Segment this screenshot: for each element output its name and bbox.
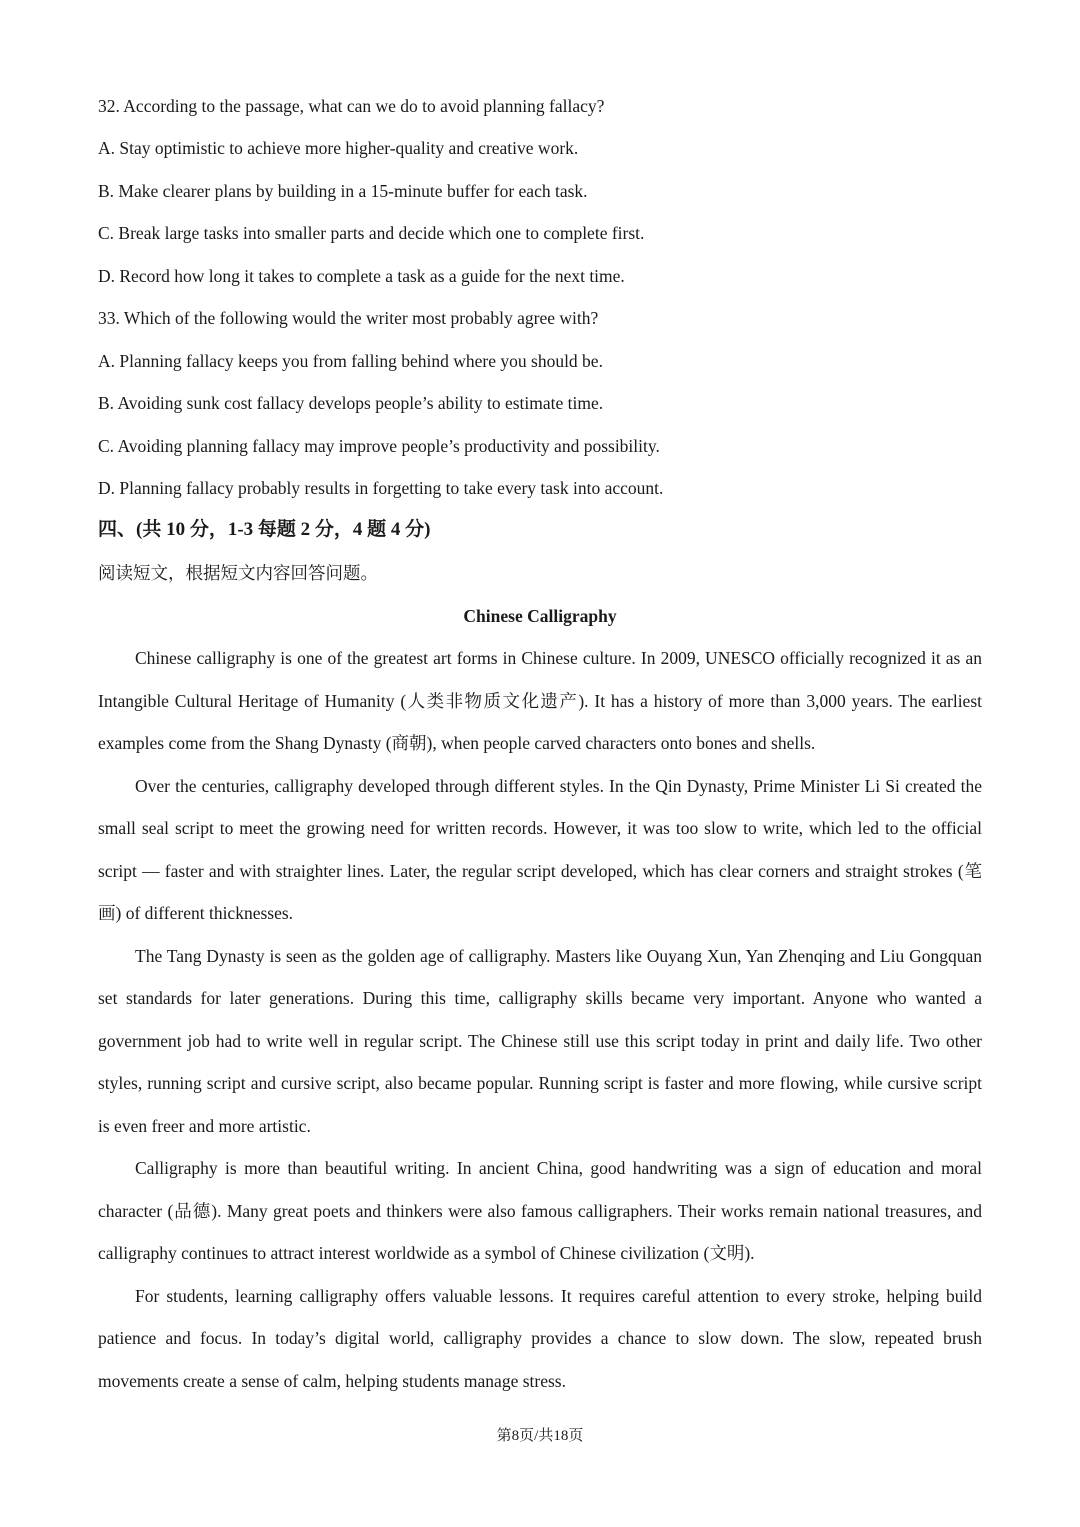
question-33-stem: 33. Which of the following would the writer most probably agree with?	[98, 308, 599, 328]
question-32-option-c: C. Break large tasks into smaller parts and decide which one to complete first.	[98, 223, 645, 243]
section-heading: 四、(共 10 分，1-3 每题 2 分，4 题 4 分)	[98, 519, 431, 540]
page-number: 第8页/共18页	[496, 1428, 584, 1444]
passage-title: Chinese Calligraphy	[463, 606, 617, 626]
passage-paragraph: Over the centuries, calligraphy developed through different styles. In the Qin Dynasty, Prime Minister Li Si created the small seal script to meet the growing need for written records. However, it was too slow to write, which led to the official script — faster and with straighter lines. Later, the regular script developed, which has clear corners and straight strokes (笔画) of different thicknesses.	[98, 775, 982, 923]
question-32-stem: 32. According to the passage, what can we do to avoid planning fallacy?	[98, 96, 605, 116]
question-33-option-b: B. Avoiding sunk cost fallacy develops people’s ability to estimate time.	[98, 393, 604, 413]
question-32-option-d: D. Record how long it takes to complete a task as a guide for the next time.	[98, 266, 625, 286]
section-instruction: 阅读短文，根据短文内容回答问题。	[98, 563, 378, 583]
question-33-option-c: C. Avoiding planning fallacy may improve people’s productivity and possibility.	[98, 436, 660, 456]
question-32-option-b: B. Make clearer plans by building in a 15-minute buffer for each task.	[98, 181, 588, 201]
question-33-option-d: D. Planning fallacy probably results in forgetting to take every task into account.	[98, 478, 664, 498]
question-32-option-a: A. Stay optimistic to achieve more higher-quality and creative work.	[98, 138, 579, 158]
passage-paragraph: Chinese calligraphy is one of the greatest art forms in Chinese culture. In 2009, UNESCO officially recognized it as an Intangible Cultural Heritage of Humanity (人类非物质文化遗产). It has a history of more than 3,000 years. The earliest examples come from the Shang Dynasty (商朝), when people carved characters onto bones and shells.	[98, 648, 982, 753]
passage-paragraph: Calligraphy is more than beautiful writing. In ancient China, good handwriting was a sign of education and moral character (品德). Many great poets and thinkers were also famous calligraphers. Their works remain national treasures, and calligraphy continues to attract interest worldwide as a symbol of Chinese civilization (文明).	[98, 1158, 982, 1263]
passage-body	[98, 637, 982, 1402]
passage-paragraph: For students, learning calligraphy offers valuable lessons. It requires careful attention to every stroke, helping build patience and focus. In today’s digital world, calligraphy provides a chance to slow down. The slow, repeated brush movements create a sense of calm, helping students manage stress.	[98, 1285, 982, 1391]
passage-paragraph: The Tang Dynasty is seen as the golden age of calligraphy. Masters like Ouyang Xun, Yan Zhenqing and Liu Gongquan set standards for later generations. During this time, calligraphy skills became very important. Anyone who wanted a government job had to write well in regular script. The Chinese still use this script today in print and daily life. Two other styles, running script and cursive script, also became popular. Running script is faster and more flowing, while cursive script is even freer and more artistic.	[98, 945, 982, 1136]
question-33-option-a: A. Planning fallacy keeps you from falling behind where you should be.	[98, 351, 603, 371]
